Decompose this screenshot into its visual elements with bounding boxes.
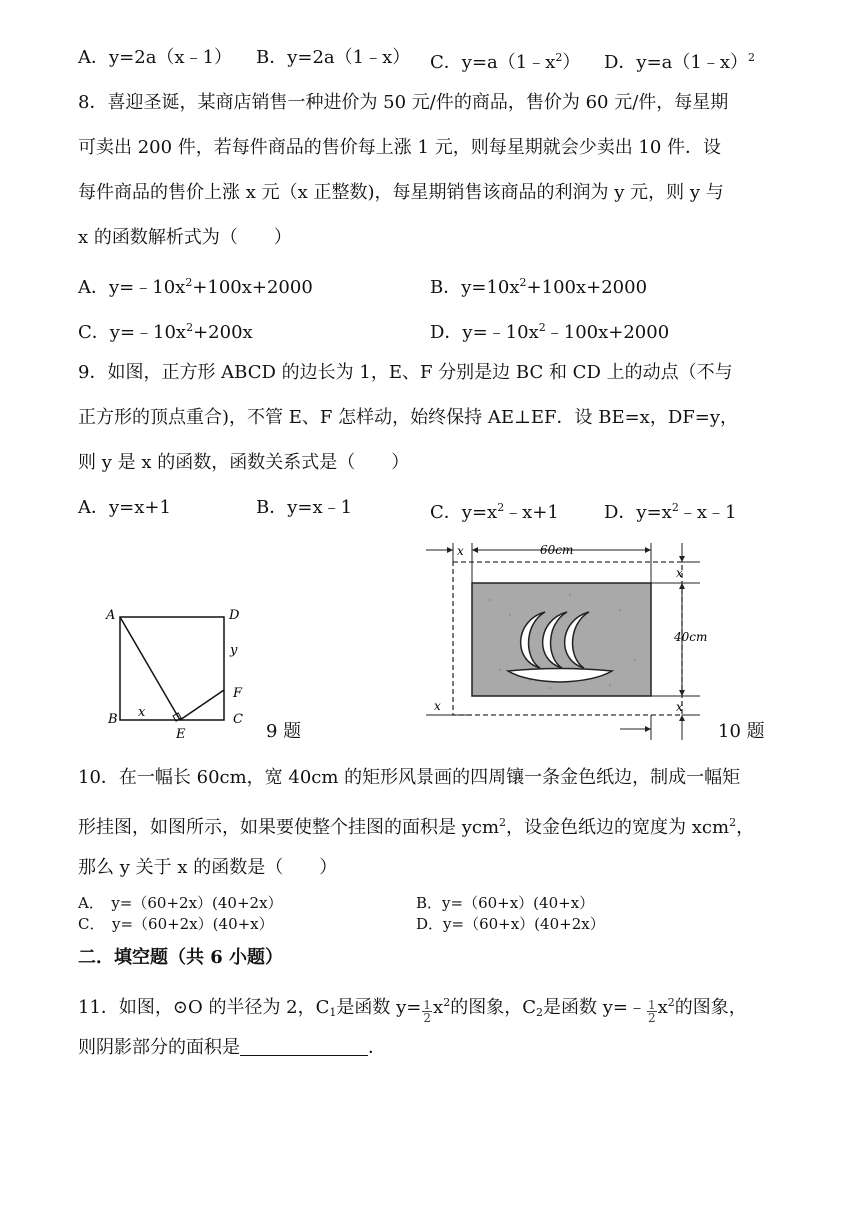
figure-9-square-diagram (100, 600, 260, 745)
q11-line-2: 则阴影部分的面积是 ． (78, 1037, 386, 1058)
q8-option-d: D．$y=﹣10x^2﹣100x+2000$ (430, 321, 670, 343)
q8-line-4: x 的函数解析式为（ ） (78, 227, 292, 248)
q9-line-3: 则 y 是 x 的函数，函数关系式是（ ） (78, 452, 410, 473)
q10-line-3: 那么 y 关于 x 的函数是（ ） (78, 857, 338, 878)
dim-top-x-label: x (457, 544, 464, 558)
q8-option-b: B．$y=10x^2+100x+2000$ (430, 276, 648, 298)
segment-ef (180, 690, 224, 720)
q7-option-b: B．y=2a（1﹣x） (256, 47, 411, 68)
label-e: E (176, 727, 186, 742)
q8-line-1: 8．喜迎圣诞，某商店销售一种进价为 50 元/件的商品，售价为 60 元/件，每星期 (78, 92, 729, 113)
q7-option-a: A．y=2a（x﹣1） (78, 47, 233, 68)
label-b: B (108, 712, 118, 727)
figure-9-caption: 9 题 (266, 721, 302, 742)
q10-option-c: C． y=（60+2x）(40+x） (78, 915, 274, 933)
answer-blank[interactable] (240, 1037, 368, 1056)
fraction-half: $\frac{1}{2}$ (647, 998, 656, 1025)
q9-option-c: C．$y=x^2﹣x+1$ (430, 501, 559, 523)
q7-option-d: D．y=a（1﹣x）$^2$ (604, 51, 756, 73)
dim-height-label: 40cm (674, 630, 708, 644)
dim-width-label: 60cm (540, 543, 574, 557)
figure-10-frame-diagram (420, 540, 708, 745)
q8-option-c: C．$y=﹣10x^2+200x$ (78, 321, 253, 343)
q10-line-2: 形挂图，如图所示，如果要使整个挂图的面积是 ycm$^2$，设金色纸边的宽度为 xcm$^2$， (78, 816, 755, 838)
q9-line-1: 9．如图，正方形 ABCD 的边长为 1，E、F 分别是边 BC 和 CD 上的动点（不与 (78, 362, 733, 383)
square-abcd (120, 617, 224, 720)
q10-option-a: A． y=（60+2x）(40+2x） (78, 894, 283, 912)
segment-ae (120, 617, 180, 720)
section-title: 二．填空题（共 6 小题） (78, 947, 284, 968)
q10-option-d: D．y=（60+x）(40+2x） (416, 915, 605, 933)
figure-10-caption: 10 题 (718, 721, 765, 742)
q8-option-a: A．$y=﹣10x^2+100x+2000$ (78, 276, 313, 298)
q9-line-2: 正方形的顶点重合)，不管 E、F 怎样动，始终保持 AE⊥EF．设 BE=x，DF=y， (78, 407, 739, 428)
label-x: x (138, 705, 146, 720)
label-c: C (233, 712, 243, 727)
dim-right-bottom-x-label: x (676, 700, 683, 714)
label-a: A (106, 608, 116, 623)
q7-option-c: C．$y=a(1﹣x^2)$ (430, 51, 581, 73)
q10-line-1: 10．在一幅长 60cm，宽 40cm 的矩形风景画的四周镶一条金色纸边，制成一幅矩 (78, 767, 741, 788)
q9-option-a: A．y=x+1 (78, 497, 171, 518)
q8-line-3: 每件商品的售价上涨 x 元（x 正整数)，每星期销售该商品的利润为 y 元，则 y 与 (78, 182, 724, 203)
label-y: y (230, 643, 238, 658)
dim-bottom-left-x-label: x (434, 699, 441, 713)
dim-right-top-x-label: x (676, 566, 683, 580)
label-d: D (229, 608, 240, 623)
q9-option-b: B．y=x﹣1 (256, 497, 353, 518)
q9-option-d: D．$y=x^2﹣x﹣1$ (604, 501, 737, 523)
q11-line-1: 11．如图，⊙O 的半径为 2，$C_1$是函数 y= $\frac{1}{2}$ $x^2$的图象，$C_2$是函数 y=﹣ $\frac{1}{2}$ $x^2$的图象， (78, 996, 747, 1025)
q8-line-2: 可卖出 200 件，若每件商品的售价每上涨 1 元，则每星期就会少卖出 10 件．设 (78, 137, 722, 158)
fraction-half: $\frac{1}{2}$ (423, 998, 432, 1025)
label-f: F (233, 686, 243, 701)
q10-option-b: B．y=（60+x）(40+x） (416, 894, 595, 912)
